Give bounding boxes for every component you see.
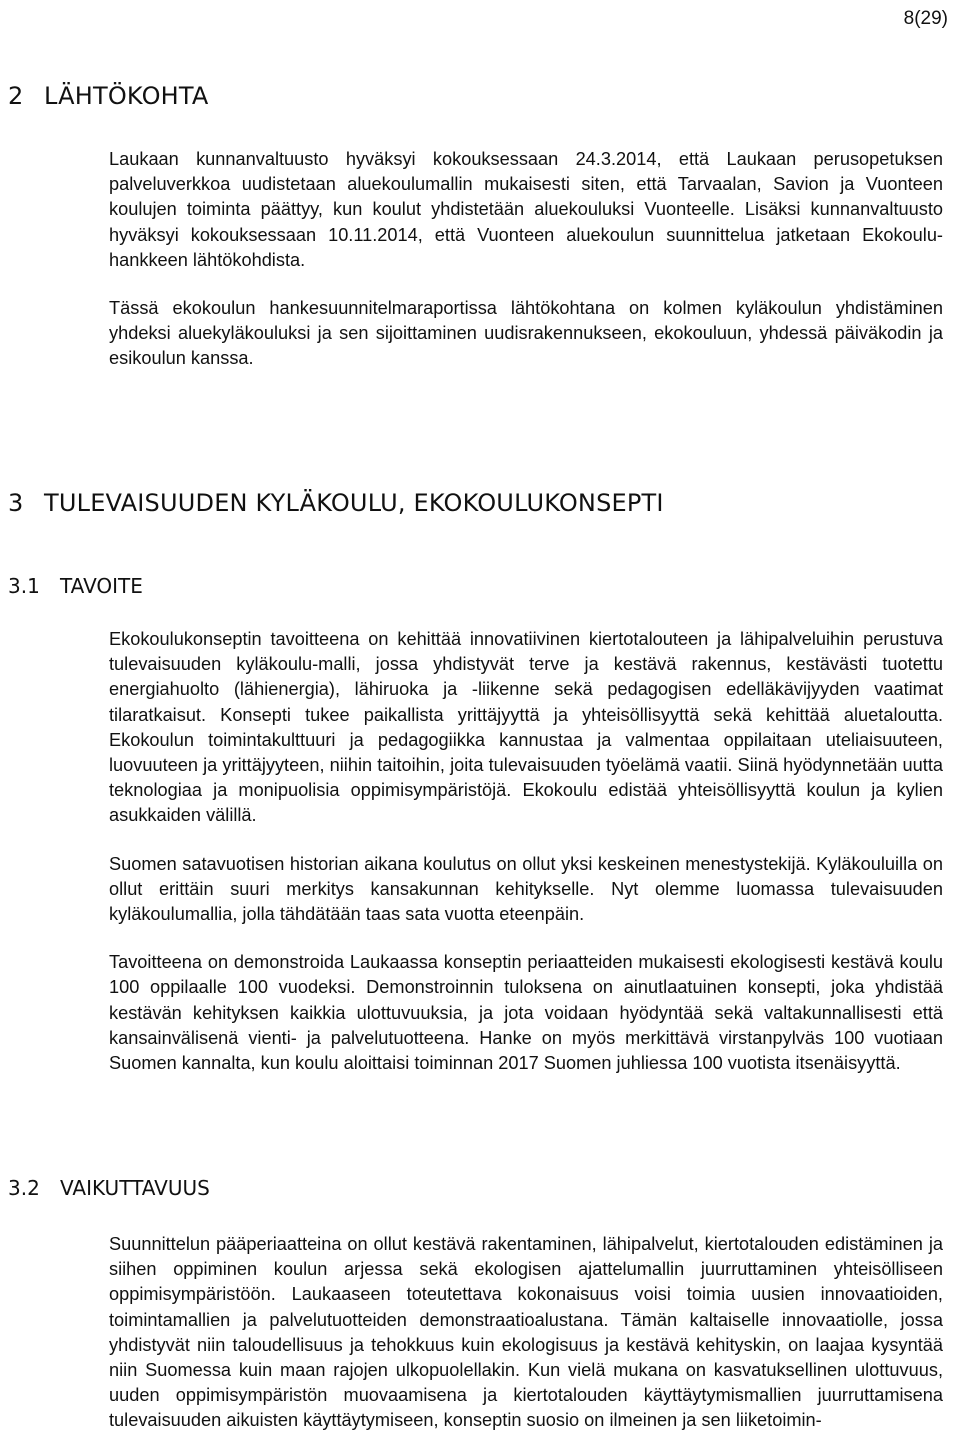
section-2-paragraph-1: Laukaan kunnanvaltuusto hyväksyi kokouksessaan 24.3.2014, että Laukaan perusopetuksen palveluverkkoa uudistetaan aluekoulumallin mukaisesti siten, että Tarvaalan, Savion ja Vuonteen koulujen toiminta päättyy, kun koulut yhdistetään aluekouluksi Vuonteelle. Lisäksi kunnanvaltuusto hyväksyi kokouksessaan 10.11.2014, että Vuonteen aluekoulun suunnittelua jatketaan Ekokoulu-hankkeen lähtökohdista. <box>109 149 943 270</box>
section-2-body <box>109 147 943 372</box>
section-3-number: 3 <box>8 489 24 517</box>
section-2-heading <box>8 82 209 110</box>
section-3-1-paragraph-3: Tavoitteena on demonstroida Laukaassa konseptin periaatteiden mukaisesti ekologisesti kestävä koulu 100 oppilaalle 100 vuodeksi. Demonstroinnin tuloksena on ainutlaatuinen konsepti, joka yhdistää kestävän kehityksen kaikkia ulottuvuuksia, ja jota voidaan hyödyntää sekä valtakunnallisesti että kansainvälisenä vienti- ja palvelutuotteena. Hanke on myös merkittävä virstanpylväs 100 vuotiaan Suomen kannalta, kun koulu aloittaisi toiminnan 2017 Suomen juhliessa 100 vuotista itsenäisyyttä. <box>109 952 943 1074</box>
section-3-1-number: 3.1 <box>8 574 40 598</box>
section-2-number: 2 <box>8 82 24 110</box>
section-3-2-title: VAIKUTTAVUUS <box>60 1176 210 1200</box>
section-3-2-number: 3.2 <box>8 1176 40 1200</box>
section-2-title: LÄHTÖKOHTA <box>44 82 209 110</box>
section-3-2-heading <box>8 1176 210 1200</box>
section-3-1-paragraph-1: Ekokoulukonseptin tavoitteena on kehittää innovatiivinen kiertotalouteen ja lähipalveluihin perustuva tulevaisuuden kyläkoulu-malli, jossa yhdistyvät terve ja kestävä rakennus, kestävästi tuotettu energiahuolto (lähienergia), lähiruoka ja -liikenne sekä pedagogisen edelläkävijyyden vaatimat tilaratkaisut. Konsepti tukee paikallista yrittäjyyttä ja yhteisöllisyyttä sekä kehittää aluetaloutta. Ekokoulun toimintakulttuuri ja pedagogiikka kannustaa ja valmentaa oppilaitaan uteliaisuuteen, luovuuteen ja yrittäjyyteen, niihin taitoihin, joita tulevaisuuden työelämä vaatii. Siinä hyödynnetään uutta teknologiaa ja monipuolisia oppimisympäristöjä. Ekokoulu edistää yhteisöllisyyttä koulun ja kylien asukkaiden välillä. <box>109 629 943 826</box>
section-2-paragraph-2: Tässä ekokoulun hankesuunnitelmaraportissa lähtökohtana on kolmen kyläkoulun yhdistäminen yhdeksi aluekyläkouluksi ja sen sijoittaminen uudisrakennukseen, ekokouluun, yhdessä päiväkodin ja esikoulun kanssa. <box>109 298 943 369</box>
section-3-2-paragraph-1: Suunnittelun pääperiaatteina on ollut kestävä rakentaminen, lähipalvelut, kiertotalouden edistäminen ja siihen oppiminen koulun arjessa sekä ekologisen ajattelumallin juurruttaminen yhteisölliseen oppimisympäristöön. Laukaaseen toteutettava kokonaisuus voisi toimia uusien innovaatioiden, toimintamallien ja palvelutuotteiden demonstraatioalustana. Tämän kaltaiselle innovaatiolle, jossa yhdistyvät niin taloudellisuus ja tehokkuus kuin ekologisuus ja kestävä kehityskin, on laajaa kysyntää niin Suomessa kuin maan rajojen ulkopuolellakin. Kun vielä mukana on kasvatuksellinen ulottuvuus, uuden oppimisympäristön muovaamisena ja kiertotalouden käyttäytymismallien juurruttamisena tulevaisuuden aikuisten käyttäytymiseen, konseptin suosio on ilmeinen ja sen liiketoimin- <box>109 1234 943 1431</box>
section-3-1-title: TAVOITE <box>60 574 143 598</box>
section-3-2-body <box>109 1232 943 1434</box>
section-3-title: TULEVAISUUDEN KYLÄKOULU, EKOKOULUKONSEPTI <box>44 489 664 517</box>
section-3-1-heading <box>8 574 143 598</box>
page-number: 8(29) <box>903 8 948 29</box>
section-3-1-paragraph-2: Suomen satavuotisen historian aikana koulutus on ollut yksi keskeinen menestystekijä. Kyläkouluilla on ollut erittäin suuri merkitys kansakunnan kehitykselle. Nyt olemme luomassa tulevaisuuden kyläkoulumallia, jolla tähdätään taas sata vuotta eteenpäin. <box>109 853 943 925</box>
section-3-heading <box>8 489 664 517</box>
section-3-1-body <box>109 627 943 1076</box>
